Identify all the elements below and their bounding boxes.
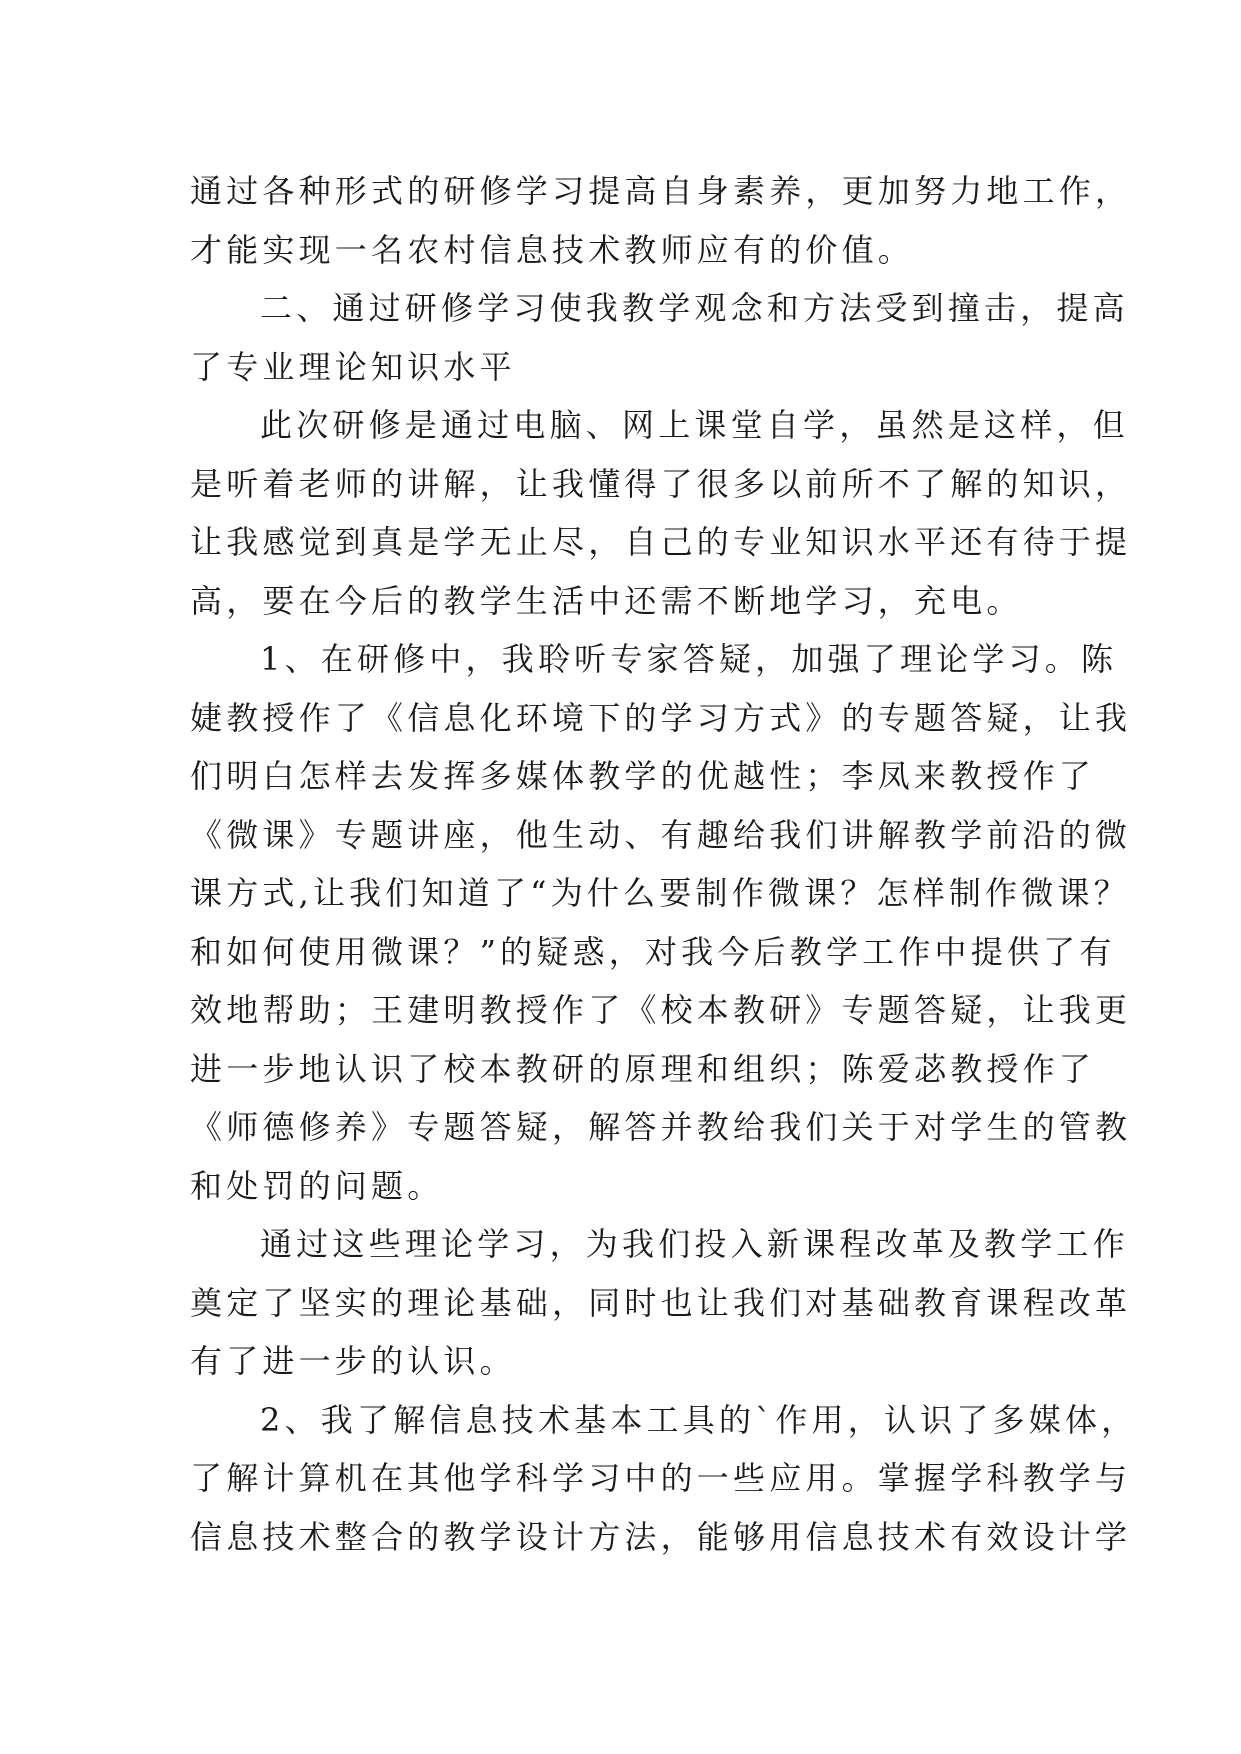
text-line: 让我感觉到真是学无止尽，自己的专业知识水平还有待于提 [190,523,1132,561]
text-line: 是听着老师的讲解，让我懂得了很多以前所不了解的知识， [190,464,1132,503]
text-line: 信息技术整合的教学设计方法，能够用信息技术有效设计学 [190,1517,1132,1556]
section-heading-line: 二、通过研修学习使我教学观念和方法受到撞击，提高 [260,289,1129,327]
text-line: 了解计算机在其他学科学习中的一些应用。掌握学科教学与 [190,1459,1132,1497]
text-line: 有了进一步的认识。 [190,1342,516,1380]
body-text [190,162,1138,1566]
text-line: 效地帮助；王建明教授作了《校本教研》专题答疑，让我更 [190,991,1132,1029]
text-line: 们明白怎样去发挥多媒体教学的优越性；李凤来教授作了 [190,757,1096,795]
text-line: 通过这些理论学习，为我们投入新课程改革及教学工作 [260,1225,1129,1263]
text-line: 此次研修是通过电脑、网上课堂自学，虽然是这样，但 [260,406,1129,444]
text-line: 高，要在今后的教学生活中还需不断地学习，充电。 [190,581,1023,620]
text-line: 2、我了解信息技术基本工具的`作用，认识了多媒体， [260,1400,1138,1439]
text-line: 进一步地认识了校本教研的原理和组织；陈爱苾教授作了 [190,1049,1096,1088]
text-line: 课方式,让我们知道了“为什么要制作微课？怎样制作微课？ [190,874,1130,912]
text-line: 婕教授作了《信息化环境下的学习方式》的专题答疑，让我 [190,698,1132,737]
text-line: 和如何使用微课？”的疑惑，对我今后教学工作中提供了有 [190,932,1116,971]
text-line: 奠定了坚实的理论基础，同时也让我们对基础教育课程改革 [190,1283,1132,1322]
text-line: 《师德修养》专题答疑，解答并教给我们关于对学生的管教 [190,1108,1132,1146]
section-heading-line: 了专业理论知识水平 [190,347,516,386]
text-line: 《微课》专题讲座，他生动、有趣给我们讲解教学前沿的微 [190,815,1132,854]
text-line: 通过各种形式的研修学习提高自身素养，更加努力地工作， [190,172,1132,210]
text-line: 才能实现一名农村信息技术教师应有的价值。 [190,230,915,269]
text-line: 和处罚的问题。 [190,1166,444,1205]
text-line: 1、在研修中，我聆听专家答疑，加强了理论学习。陈 [260,640,1118,678]
